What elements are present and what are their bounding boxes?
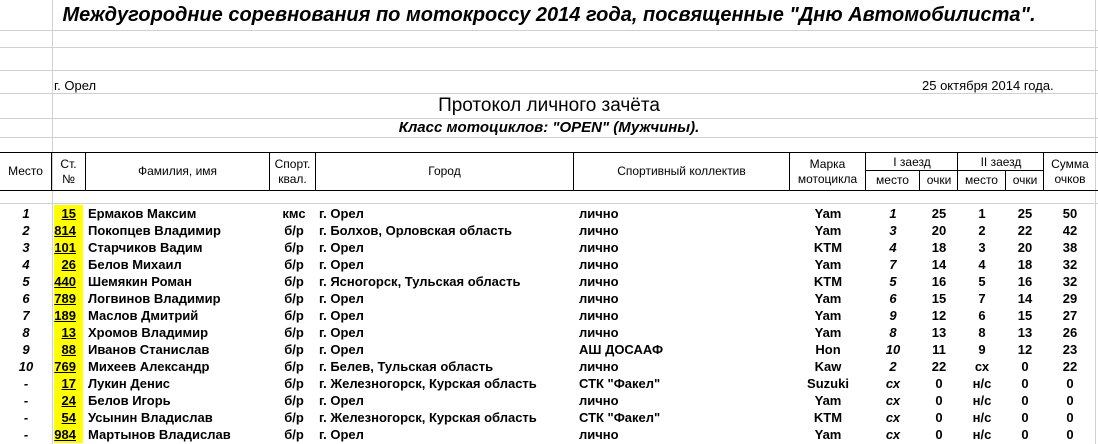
race1-place-cell: 4: [889, 240, 897, 255]
race2-place-cell: 4: [978, 257, 986, 272]
club-cell: лично: [579, 206, 619, 221]
rank-cell: б/р: [284, 291, 304, 306]
race1-points-cell: 22: [931, 359, 947, 374]
start-no-cell: 440: [54, 273, 83, 290]
table-row: [0, 426, 1098, 443]
place-cell: 4: [22, 257, 30, 272]
race2-place-cell: н/с: [972, 393, 992, 408]
city-cell: г. Железногорск, Курская область: [319, 410, 537, 425]
name-cell: Покопцев Владимир: [88, 223, 221, 238]
sum-cell: 42: [1062, 223, 1078, 238]
race2-place-cell: 8: [978, 325, 986, 340]
city-cell: г. Железногорск, Курская область: [319, 376, 537, 391]
race1-place-cell: сх: [885, 393, 901, 408]
table-row: [0, 341, 1098, 358]
club-cell: СТК "Факел": [579, 376, 661, 391]
club-cell: лично: [579, 223, 619, 238]
start-no-cell: 101: [54, 239, 83, 256]
rank-cell: б/р: [284, 308, 304, 323]
club-cell: лично: [579, 257, 619, 272]
name-cell: Логвинов Владимир: [88, 291, 221, 306]
header-race1-place: место: [866, 171, 920, 190]
rank-cell: б/р: [284, 427, 304, 442]
place-cell: 10: [18, 359, 34, 374]
sum-cell: 50: [1062, 206, 1078, 221]
name-cell: Михеев Александр: [88, 359, 210, 374]
start-no-cell: 17: [54, 375, 83, 392]
race1-points-cell: 11: [932, 342, 946, 357]
place-cell: 3: [22, 240, 30, 255]
race2-points-cell: 13: [1017, 325, 1033, 340]
club-cell: лично: [579, 240, 619, 255]
place-cell: 1: [22, 206, 30, 221]
city-cell: г. Белев, Тульская область: [319, 359, 494, 374]
sum-cell: 22: [1062, 359, 1078, 374]
header-city: Город: [316, 153, 574, 190]
race1-place-cell: 1: [889, 206, 897, 221]
start-no-cell: 189: [54, 307, 83, 324]
start-no-cell: 24: [54, 392, 83, 409]
start-no-cell: 88: [54, 341, 83, 358]
name-cell: Старчиков Вадим: [88, 240, 203, 255]
sum-cell: 0: [1066, 393, 1074, 408]
name-cell: Лукин Денис: [88, 376, 171, 391]
header-race2-place: место: [958, 171, 1006, 190]
name-cell: Мартынов Владислав: [88, 427, 231, 442]
club-cell: лично: [579, 325, 619, 340]
protocol-title: Протокол личного зачёта: [438, 95, 660, 116]
rank-cell: б/р: [284, 359, 304, 374]
header-start-no: Ст. №: [52, 153, 86, 190]
brand-cell: Yam: [814, 427, 842, 442]
race2-points-cell: 18: [1017, 257, 1033, 272]
race1-place-cell: 3: [889, 223, 897, 238]
city-cell: г. Ясногорск, Тульская область: [319, 274, 521, 289]
rank-cell: б/р: [284, 257, 304, 272]
table-row: [0, 324, 1098, 341]
race1-points-cell: 0: [935, 376, 943, 391]
race1-points-cell: 13: [931, 325, 947, 340]
place-cell: -: [23, 410, 29, 425]
rank-cell: кмс: [282, 206, 306, 221]
club-cell: лично: [579, 291, 619, 306]
header-club: Спортивный коллектив: [574, 153, 790, 190]
club-cell: лично: [579, 308, 619, 323]
race1-place-cell: 5: [889, 274, 897, 289]
brand-cell: KTM: [813, 274, 843, 289]
race2-points-cell: 0: [1021, 410, 1029, 425]
table-row: [0, 392, 1098, 409]
name-cell: Иванов Станислав: [88, 342, 210, 357]
table-row: [0, 222, 1098, 239]
name-cell: Белов Игорь: [88, 393, 171, 408]
race2-place-cell: 3: [978, 240, 986, 255]
race2-points-cell: 14: [1017, 291, 1033, 306]
sum-cell: 27: [1062, 308, 1078, 323]
place-cell: -: [23, 393, 29, 408]
name-cell: Маслов Дмитрий: [88, 308, 199, 323]
brand-cell: Yam: [814, 393, 842, 408]
race1-points-cell: 0: [935, 427, 943, 442]
club-cell: АШ ДОСААФ: [579, 342, 664, 357]
place-cell: 5: [22, 274, 30, 289]
table-row: [0, 290, 1098, 307]
name-cell: Усынин Владислав: [88, 410, 213, 425]
city-cell: г. Орел: [319, 393, 364, 408]
brand-cell: Yam: [814, 308, 842, 323]
race2-place-cell: 7: [978, 291, 986, 306]
rank-cell: б/р: [284, 393, 304, 408]
race1-points-cell: 12: [931, 308, 947, 323]
rank-cell: б/р: [284, 274, 304, 289]
sum-cell: 29: [1062, 291, 1078, 306]
place-cell: -: [23, 427, 29, 442]
brand-cell: KTM: [813, 410, 843, 425]
sum-cell: 0: [1066, 376, 1074, 391]
city-cell: г. Орел: [319, 257, 364, 272]
start-no-cell: 26: [54, 256, 83, 273]
race1-points-cell: 0: [935, 393, 943, 408]
race1-place-cell: 7: [889, 257, 897, 272]
start-no-cell: 15: [54, 205, 83, 222]
race1-place-cell: сх: [885, 427, 901, 442]
race1-points-cell: 15: [931, 291, 947, 306]
table-row: [0, 273, 1098, 290]
table-header: [0, 152, 1098, 191]
city-cell: г. Орел: [319, 427, 364, 442]
race1-place-cell: сх: [885, 410, 901, 425]
city-cell: г. Орел: [319, 342, 364, 357]
race1-place-cell: 10: [885, 342, 901, 357]
race2-points-cell: 25: [1017, 206, 1033, 221]
header-brand: Марка мотоцикла: [790, 153, 866, 190]
race2-place-cell: 2: [978, 223, 986, 238]
sum-cell: 23: [1062, 342, 1078, 357]
race2-place-cell: 9: [978, 342, 986, 357]
header-name: Фамилия, имя: [86, 153, 270, 190]
brand-cell: Yam: [814, 325, 842, 340]
race2-place-cell: 6: [978, 308, 986, 323]
sum-cell: 38: [1062, 240, 1078, 255]
race1-place-cell: 8: [889, 325, 897, 340]
race1-points-cell: 18: [931, 240, 947, 255]
name-cell: Шемякин Роман: [88, 274, 192, 289]
rank-cell: б/р: [284, 376, 304, 391]
city-cell: г. Орел: [319, 308, 364, 323]
club-cell: лично: [579, 274, 619, 289]
brand-cell: KTM: [813, 240, 843, 255]
brand-cell: Yam: [814, 223, 842, 238]
race2-place-cell: 5: [978, 274, 986, 289]
sum-cell: 0: [1066, 427, 1074, 442]
place-cell: 9: [22, 342, 30, 357]
race1-points-cell: 25: [931, 206, 947, 221]
race2-place-cell: 1: [978, 206, 986, 221]
sum-cell: 26: [1062, 325, 1078, 340]
race1-points-cell: 16: [931, 274, 947, 289]
place-cell: -: [23, 376, 29, 391]
place-cell: 8: [22, 325, 30, 340]
race2-place-cell: сх: [974, 359, 990, 374]
rank-cell: б/р: [284, 410, 304, 425]
race2-place-cell: н/с: [972, 410, 992, 425]
race2-points-cell: 22: [1017, 223, 1033, 238]
city-cell: г. Орел: [319, 206, 364, 221]
name-cell: Белов Михаил: [88, 257, 182, 272]
race2-points-cell: 12: [1017, 342, 1033, 357]
table-row: [0, 358, 1098, 375]
race2-points-cell: 0: [1021, 427, 1029, 442]
race1-place-cell: 6: [889, 291, 897, 306]
table-row: [0, 239, 1098, 256]
page-title: Междугородние соревнования по мотокроссу 2014 года, посвященные "Дню Автомобилиста".: [62, 4, 1036, 26]
header-race2: II заезд: [958, 153, 1044, 171]
place-cell: 2: [22, 223, 30, 238]
place-cell: 7: [22, 308, 30, 323]
brand-cell: Yam: [814, 257, 842, 272]
table-row: [0, 375, 1098, 392]
race1-place-cell: 9: [889, 308, 897, 323]
start-no-cell: 814: [54, 222, 83, 239]
race1-place-cell: 2: [889, 359, 897, 374]
race2-points-cell: 0: [1021, 393, 1029, 408]
header-place: Место: [0, 153, 52, 190]
city-cell: г. Орел: [319, 240, 364, 255]
sum-cell: 0: [1066, 410, 1074, 425]
race2-place-cell: н/с: [972, 427, 992, 442]
start-no-cell: 789: [54, 290, 83, 307]
club-cell: лично: [579, 359, 619, 374]
brand-cell: Hon: [815, 342, 841, 357]
event-city: г. Орел: [54, 78, 97, 93]
rank-cell: б/р: [284, 342, 304, 357]
race2-points-cell: 16: [1017, 274, 1033, 289]
name-cell: Ермаков Максим: [88, 206, 197, 221]
city-cell: г. Орел: [319, 291, 364, 306]
start-no-cell: 54: [54, 409, 83, 426]
start-no-cell: 769: [54, 358, 83, 375]
header-sum: Сумма очков: [1051, 156, 1089, 186]
club-cell: лично: [579, 393, 619, 408]
race1-points-cell: 20: [931, 223, 947, 238]
brand-cell: Kaw: [814, 359, 842, 374]
race1-place-cell: сх: [885, 376, 901, 391]
city-cell: г. Болхов, Орловская область: [319, 223, 512, 238]
header-race1-points: очки: [926, 173, 952, 187]
start-no-cell: 13: [54, 324, 83, 341]
race2-points-cell: 0: [1021, 376, 1029, 391]
sum-cell: 32: [1062, 274, 1078, 289]
table-row: [0, 256, 1098, 273]
club-cell: лично: [579, 427, 619, 442]
brand-cell: Suzuki: [807, 376, 849, 391]
name-cell: Хромов Владимир: [88, 325, 209, 340]
event-date: 25 октября 2014 года.: [922, 78, 1054, 93]
table-row: [0, 205, 1098, 222]
race2-points-cell: 20: [1017, 240, 1033, 255]
start-no-cell: 984: [54, 426, 83, 443]
header-sport-rank: Спорт. квал.: [270, 153, 316, 190]
race2-place-cell: н/с: [972, 376, 992, 391]
race2-points-cell: 15: [1017, 308, 1033, 323]
place-cell: 6: [22, 291, 30, 306]
class-title: Класс мотоциклов: "OPEN" (Мужчины).: [398, 119, 700, 136]
table-row: [0, 307, 1098, 324]
rank-cell: б/р: [284, 325, 304, 340]
header-race1: I заезд: [866, 153, 958, 171]
city-cell: г. Орел: [319, 325, 364, 340]
race2-points-cell: 0: [1021, 359, 1029, 374]
table-row: [0, 409, 1098, 426]
race1-points-cell: 0: [935, 410, 943, 425]
rank-cell: б/р: [284, 223, 304, 238]
rank-cell: б/р: [284, 240, 304, 255]
brand-cell: Yam: [814, 206, 842, 221]
sum-cell: 32: [1062, 257, 1078, 272]
club-cell: СТК "Факел": [579, 410, 661, 425]
header-race2-points: очки: [1012, 173, 1038, 187]
race1-points-cell: 14: [931, 257, 947, 272]
brand-cell: Yam: [814, 291, 842, 306]
